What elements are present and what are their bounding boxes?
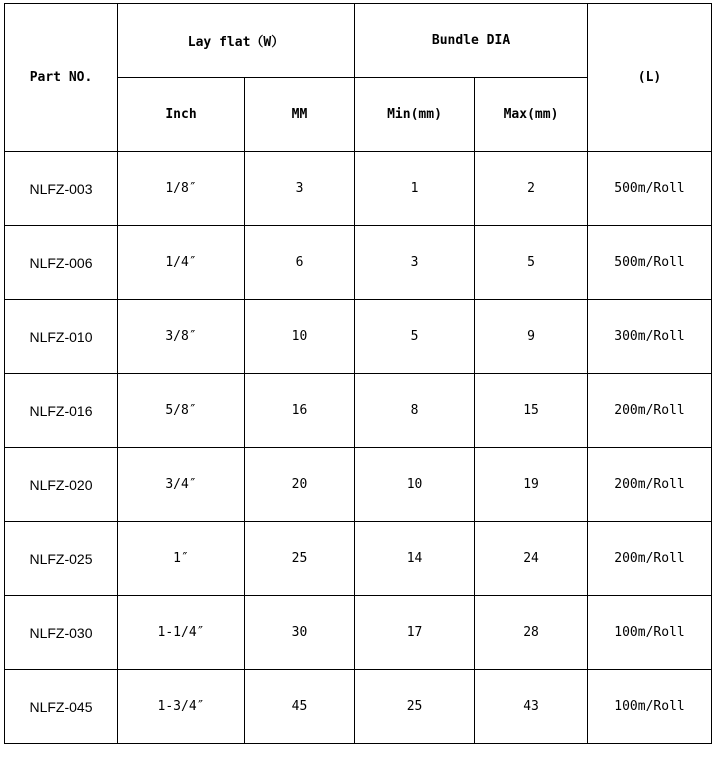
cell-mm: 30 <box>245 596 355 670</box>
cell-part-no: NLFZ-003 <box>5 152 118 226</box>
table-row <box>5 152 712 226</box>
cell-min: 3 <box>355 226 475 300</box>
cell-max: 2 <box>475 152 588 226</box>
cell-inch: 5/8″ <box>118 374 245 448</box>
spec-table <box>4 3 712 744</box>
cell-max: 43 <box>475 670 588 744</box>
cell-part-no: NLFZ-006 <box>5 226 118 300</box>
cell-mm: 6 <box>245 226 355 300</box>
cell-max: 28 <box>475 596 588 670</box>
cell-mm: 45 <box>245 670 355 744</box>
table-header <box>5 4 712 152</box>
cell-min: 8 <box>355 374 475 448</box>
cell-inch: 1-3/4″ <box>118 670 245 744</box>
cell-inch: 1/8″ <box>118 152 245 226</box>
cell-length: 300m/Roll <box>588 300 712 374</box>
cell-min: 25 <box>355 670 475 744</box>
cell-part-no: NLFZ-020 <box>5 448 118 522</box>
cell-inch: 3/4″ <box>118 448 245 522</box>
table-row <box>5 596 712 670</box>
cell-inch: 1″ <box>118 522 245 596</box>
cell-part-no: NLFZ-025 <box>5 522 118 596</box>
cell-length: 500m/Roll <box>588 226 712 300</box>
cell-min: 5 <box>355 300 475 374</box>
cell-min: 1 <box>355 152 475 226</box>
cell-inch: 3/8″ <box>118 300 245 374</box>
table-row <box>5 374 712 448</box>
cell-max: 15 <box>475 374 588 448</box>
cell-length: 200m/Roll <box>588 448 712 522</box>
cell-max: 19 <box>475 448 588 522</box>
cell-max: 5 <box>475 226 588 300</box>
cell-mm: 3 <box>245 152 355 226</box>
cell-inch: 1-1/4″ <box>118 596 245 670</box>
header-mm: MM <box>245 78 355 152</box>
cell-length: 500m/Roll <box>588 152 712 226</box>
cell-mm: 16 <box>245 374 355 448</box>
header-length: (L) <box>588 4 712 152</box>
cell-length: 200m/Roll <box>588 374 712 448</box>
header-bundle-dia: Bundle DIA <box>355 4 588 78</box>
cell-max: 24 <box>475 522 588 596</box>
table-row <box>5 226 712 300</box>
table-row <box>5 670 712 744</box>
cell-part-no: NLFZ-045 <box>5 670 118 744</box>
cell-length: 100m/Roll <box>588 596 712 670</box>
cell-part-no: NLFZ-010 <box>5 300 118 374</box>
cell-inch: 1/4″ <box>118 226 245 300</box>
header-max: Max(mm) <box>475 78 588 152</box>
table-row <box>5 448 712 522</box>
cell-part-no: NLFZ-016 <box>5 374 118 448</box>
cell-length: 200m/Roll <box>588 522 712 596</box>
cell-mm: 20 <box>245 448 355 522</box>
cell-length: 100m/Roll <box>588 670 712 744</box>
cell-min: 14 <box>355 522 475 596</box>
cell-mm: 10 <box>245 300 355 374</box>
header-inch: Inch <box>118 78 245 152</box>
cell-min: 10 <box>355 448 475 522</box>
cell-max: 9 <box>475 300 588 374</box>
header-lay-flat: Lay flat（W） <box>118 4 355 78</box>
cell-min: 17 <box>355 596 475 670</box>
header-row-top <box>5 4 712 78</box>
table-body <box>5 152 712 744</box>
table-row <box>5 300 712 374</box>
cell-mm: 25 <box>245 522 355 596</box>
table-row <box>5 522 712 596</box>
cell-part-no: NLFZ-030 <box>5 596 118 670</box>
header-part-no: Part NO. <box>5 4 118 152</box>
header-min: Min(mm) <box>355 78 475 152</box>
